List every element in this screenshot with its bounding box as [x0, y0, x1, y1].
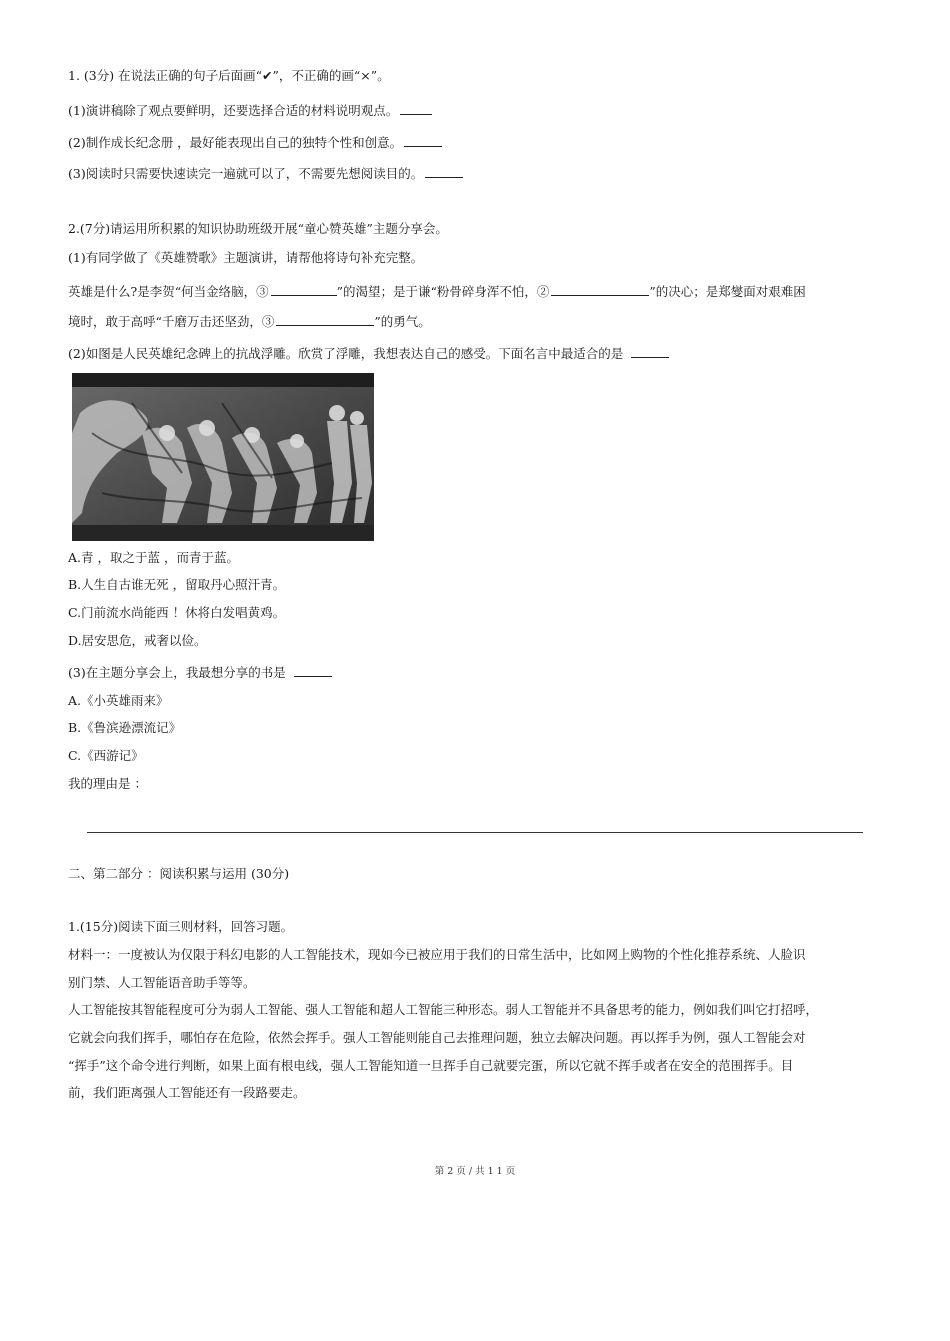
q2-part2-intro: (2)如图是人民英雄纪念碑上的抗战浮雕。欣赏了浮雕，我想表达自己的感受。下面名言中最适合的是 [68, 345, 669, 362]
poem-blank[interactable] [271, 283, 337, 296]
q1-title: 1. (3分) 在说法正确的句子后面画“✔”，不正确的画“×”。 [68, 68, 390, 83]
q2-book-option-b: B.《鲁滨逊漂流记》 [68, 720, 182, 735]
q2-option-d: D.居安思危，戒奢以俭。 [68, 633, 207, 648]
material-1-line-1: 材料一：一度被认为仅限于科幻电影的人工智能技术，现如今已被应用于我们的日常生活中，比如网上购物的个性化推荐系统、人脸识 [68, 947, 806, 962]
poem-blank[interactable] [276, 313, 374, 326]
q2-option-b: B.人生自古谁无死 ，留取丹心照汗青。 [68, 577, 286, 592]
q2-book-option-c: C.《西游记》 [68, 748, 144, 763]
paragraph-line: 人工智能按其智能程度可分为弱人工智能、强人工智能和超人工智能三种形态。弱人工智能并不具备思考的能力，例如我们叫它打招呼， [68, 1002, 819, 1017]
q1-item-3: (3)阅读时只需要快速读完一遍就可以了，不需要先想阅读目的。 [68, 165, 463, 182]
q2-poem-line-2: 境时，敢于高呼“千磨万击还坚劲，③ ”的勇气。 [68, 314, 431, 329]
paragraph-line: 它就会向我们挥手，哪怕存在危险，依然会挥手。强人工智能则能自己去推理问题，独立去解决问题。再以挥手为例，强人工智能会对 [68, 1030, 806, 1045]
q2-option-c: C.门前流水尚能西 ！休将白发唱黄鸡。 [68, 605, 286, 620]
q2-option-a: A.青 ，取之于蓝 ，而青于蓝。 [68, 550, 239, 565]
page-footer: 第 2 页 / 共 1 1 页 [434, 1166, 516, 1177]
paragraph-line: “挥手”这个命令进行判断，如果上面有根电线，强人工智能知道一旦挥手自己就要完蛋，所以它就不挥手或者在安全的范围挥手。目 [68, 1058, 794, 1073]
q2-part3-intro: (3)在主题分享会上，我最想分享的书是 [68, 664, 332, 681]
answer-blank[interactable] [400, 102, 432, 115]
q2-title: 2.(7分)请运用所积累的知识协助班级开展“童心赞英雄”主题分享会。 [68, 221, 448, 236]
q2-book-option-a: A.《小英雄雨来》 [68, 693, 169, 708]
answer-blank[interactable] [631, 345, 669, 358]
paragraph-line: 前，我们距离强人工智能还有一段路要走。 [68, 1085, 306, 1100]
q1-item-1: (1)演讲稿除了观点要鲜明，还要选择合适的材料说明观点。 [68, 102, 432, 119]
relief-sculpture-image [72, 373, 374, 541]
answer-blank[interactable] [404, 134, 442, 147]
answer-blank[interactable] [425, 165, 463, 178]
poem-blank[interactable] [551, 283, 649, 296]
answer-blank[interactable] [294, 664, 332, 677]
relief-sculpture-illustration [72, 373, 374, 541]
q2-poem-line-1: 英雄是什么?是李贺“何当金络脑，③ ”的渴望；是于谦“粉骨碎身浑不怕，② ”的决心；是郑燮面对艰难困 [68, 284, 806, 299]
part2-heading: 二、第二部分 ：阅读积累与运用 (30分) [68, 866, 290, 881]
q2-part1-intro: (1)有同学做了《英雄赞歌》主题演讲，请帮他将诗句补充完整。 [68, 250, 424, 265]
reason-label: 我的理由是 ： [68, 776, 147, 791]
material-1-line-2: 别门禁、人工智能语音助手等等。 [68, 975, 256, 990]
q1-item-2: (2)制作成长纪念册 ，最好能表现出自己的独特个性和创意。 [68, 134, 442, 151]
answer-line[interactable] [87, 832, 863, 833]
part2-q1-title: 1.(15分)阅读下面三则材料，回答习题。 [68, 919, 294, 934]
